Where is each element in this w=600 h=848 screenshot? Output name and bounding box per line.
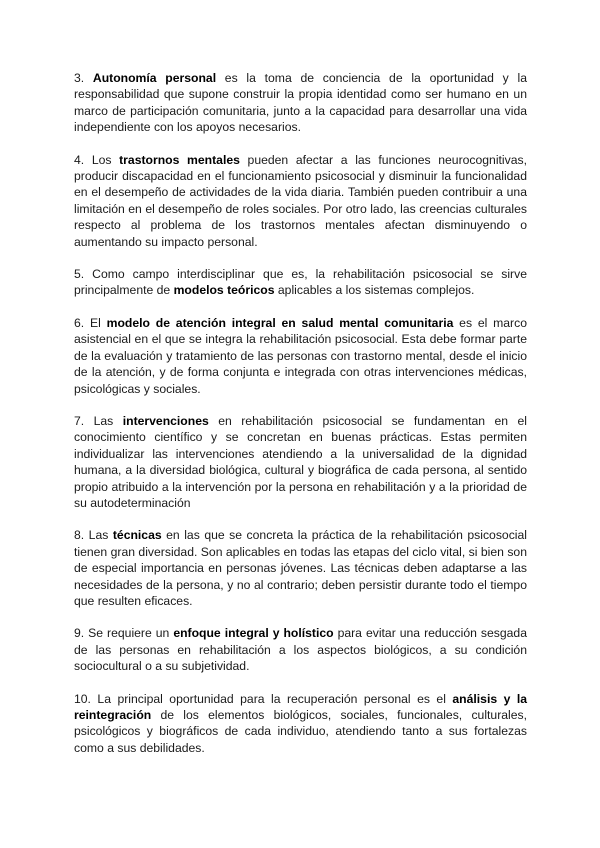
paragraph-text: es la toma de conciencia de la oportunidad y la responsabilidad que supone construir la propia identidad como ser humano en un marco de participación comunitaria, junto a la capacidad para desarrollar una vida independiente con los apoyos necesarios. bbox=[74, 71, 527, 135]
paragraph-text: La principal oportunidad para la recuperación personal es el bbox=[90, 691, 453, 706]
paragraph-text: pueden afectar a las funciones neurocognitivas, producir discapacidad en el funcionamiento psicosocial y disminuir la funcionalidad en el desempeño de actividades de la vida diaria. También pueden contribuir a una limitación en el desempeño de roles sociales. Por otro lado, las creencias culturales respecto al problema de los trastornos mentales afectan disminuyendo o aumentando su impacto personal. bbox=[74, 152, 527, 249]
paragraph-5 bbox=[74, 266, 527, 299]
paragraph-text: Las bbox=[84, 528, 113, 543]
paragraph-number: 4. bbox=[74, 152, 85, 167]
paragraph-9 bbox=[74, 625, 527, 674]
paragraph-number: 8. bbox=[74, 528, 85, 543]
paragraph-3 bbox=[74, 70, 527, 136]
paragraph-7 bbox=[74, 413, 527, 511]
paragraph-text: de los elementos biológicos, sociales, funcionales, culturales, psicológicos y biográficos de cada individuo, atendiendo tanto a sus fortalezas como a sus debilidades. bbox=[74, 708, 527, 755]
bold-term: modelos teóricos bbox=[173, 283, 275, 298]
bold-term: enfoque integral y holístico bbox=[173, 626, 334, 641]
paragraph-number: 5. bbox=[74, 267, 85, 282]
paragraph-number: 7. bbox=[74, 413, 85, 428]
bold-term: técnicas bbox=[112, 528, 162, 543]
paragraph-text: aplicables a los sistemas complejos. bbox=[274, 283, 475, 298]
paragraph-text: en rehabilitación psicosocial se fundamentan en el conocimiento científico y se concretan en buenas prácticas. Estas permiten individualizar las intervenciones atendiendo a la universalidad de la dignidad humana, a la diversidad biológica, cultural y biográfica de cada persona, al sentido propio atribuido a la intervención por la persona en rehabilitación y a la prioridad de su autodeterminación bbox=[74, 413, 527, 510]
paragraph-text: para evitar una reducción sesgada de las personas en rehabilitación a los aspectos biológicos, a su condición sociocultural o a su subjetividad. bbox=[74, 626, 527, 674]
bold-term: intervenciones bbox=[122, 413, 209, 428]
paragraph-text: Los bbox=[84, 152, 120, 167]
bold-term: análisis y la reintegración bbox=[74, 691, 527, 722]
paragraph-text: Como campo interdisciplinar que es, la rehabilitación psicosocial se sirve principalmente de bbox=[74, 267, 527, 298]
paragraph-text: El bbox=[84, 315, 107, 330]
paragraph-text: es el marco asistencial en el que se integra la rehabilitación psicosocial. Esta debe formar parte de la evaluación y tratamiento de las personas con trastorno mental, desde el inicio de la atención, y de forma conjunta e integrada con otras intervenciones médicas, psicológicas y sociales. bbox=[74, 315, 527, 396]
paragraph-text bbox=[84, 71, 93, 85]
paragraph-number: 10. bbox=[74, 691, 91, 706]
paragraph-10 bbox=[74, 691, 527, 757]
paragraph-6 bbox=[74, 315, 527, 397]
paragraph-number: 3. bbox=[74, 71, 85, 85]
bold-term: trastornos mentales bbox=[119, 152, 240, 167]
paragraph-number: 6. bbox=[74, 315, 85, 330]
paragraph-8 bbox=[74, 527, 527, 609]
bold-term: modelo de atención integral en salud mental comunitaria bbox=[106, 315, 454, 330]
paragraph-text: Las bbox=[84, 413, 123, 428]
bold-term: Autonomía personal bbox=[92, 71, 217, 85]
paragraph-number: 9. bbox=[74, 626, 85, 641]
paragraph-text: Se requiere un bbox=[84, 626, 174, 641]
paragraph-4 bbox=[74, 152, 527, 250]
paragraph-text: en las que se concreta la práctica de la rehabilitación psicosocial tienen gran diversidad. Son aplicables en todas las etapas del ciclo vital, si bien son de especial importancia en personas jóvenes. Las técnicas deben adaptarse a las necesidades de la persona, y no al contrario; deben persistir durante todo el tiempo que resulten eficaces. bbox=[74, 528, 527, 608]
